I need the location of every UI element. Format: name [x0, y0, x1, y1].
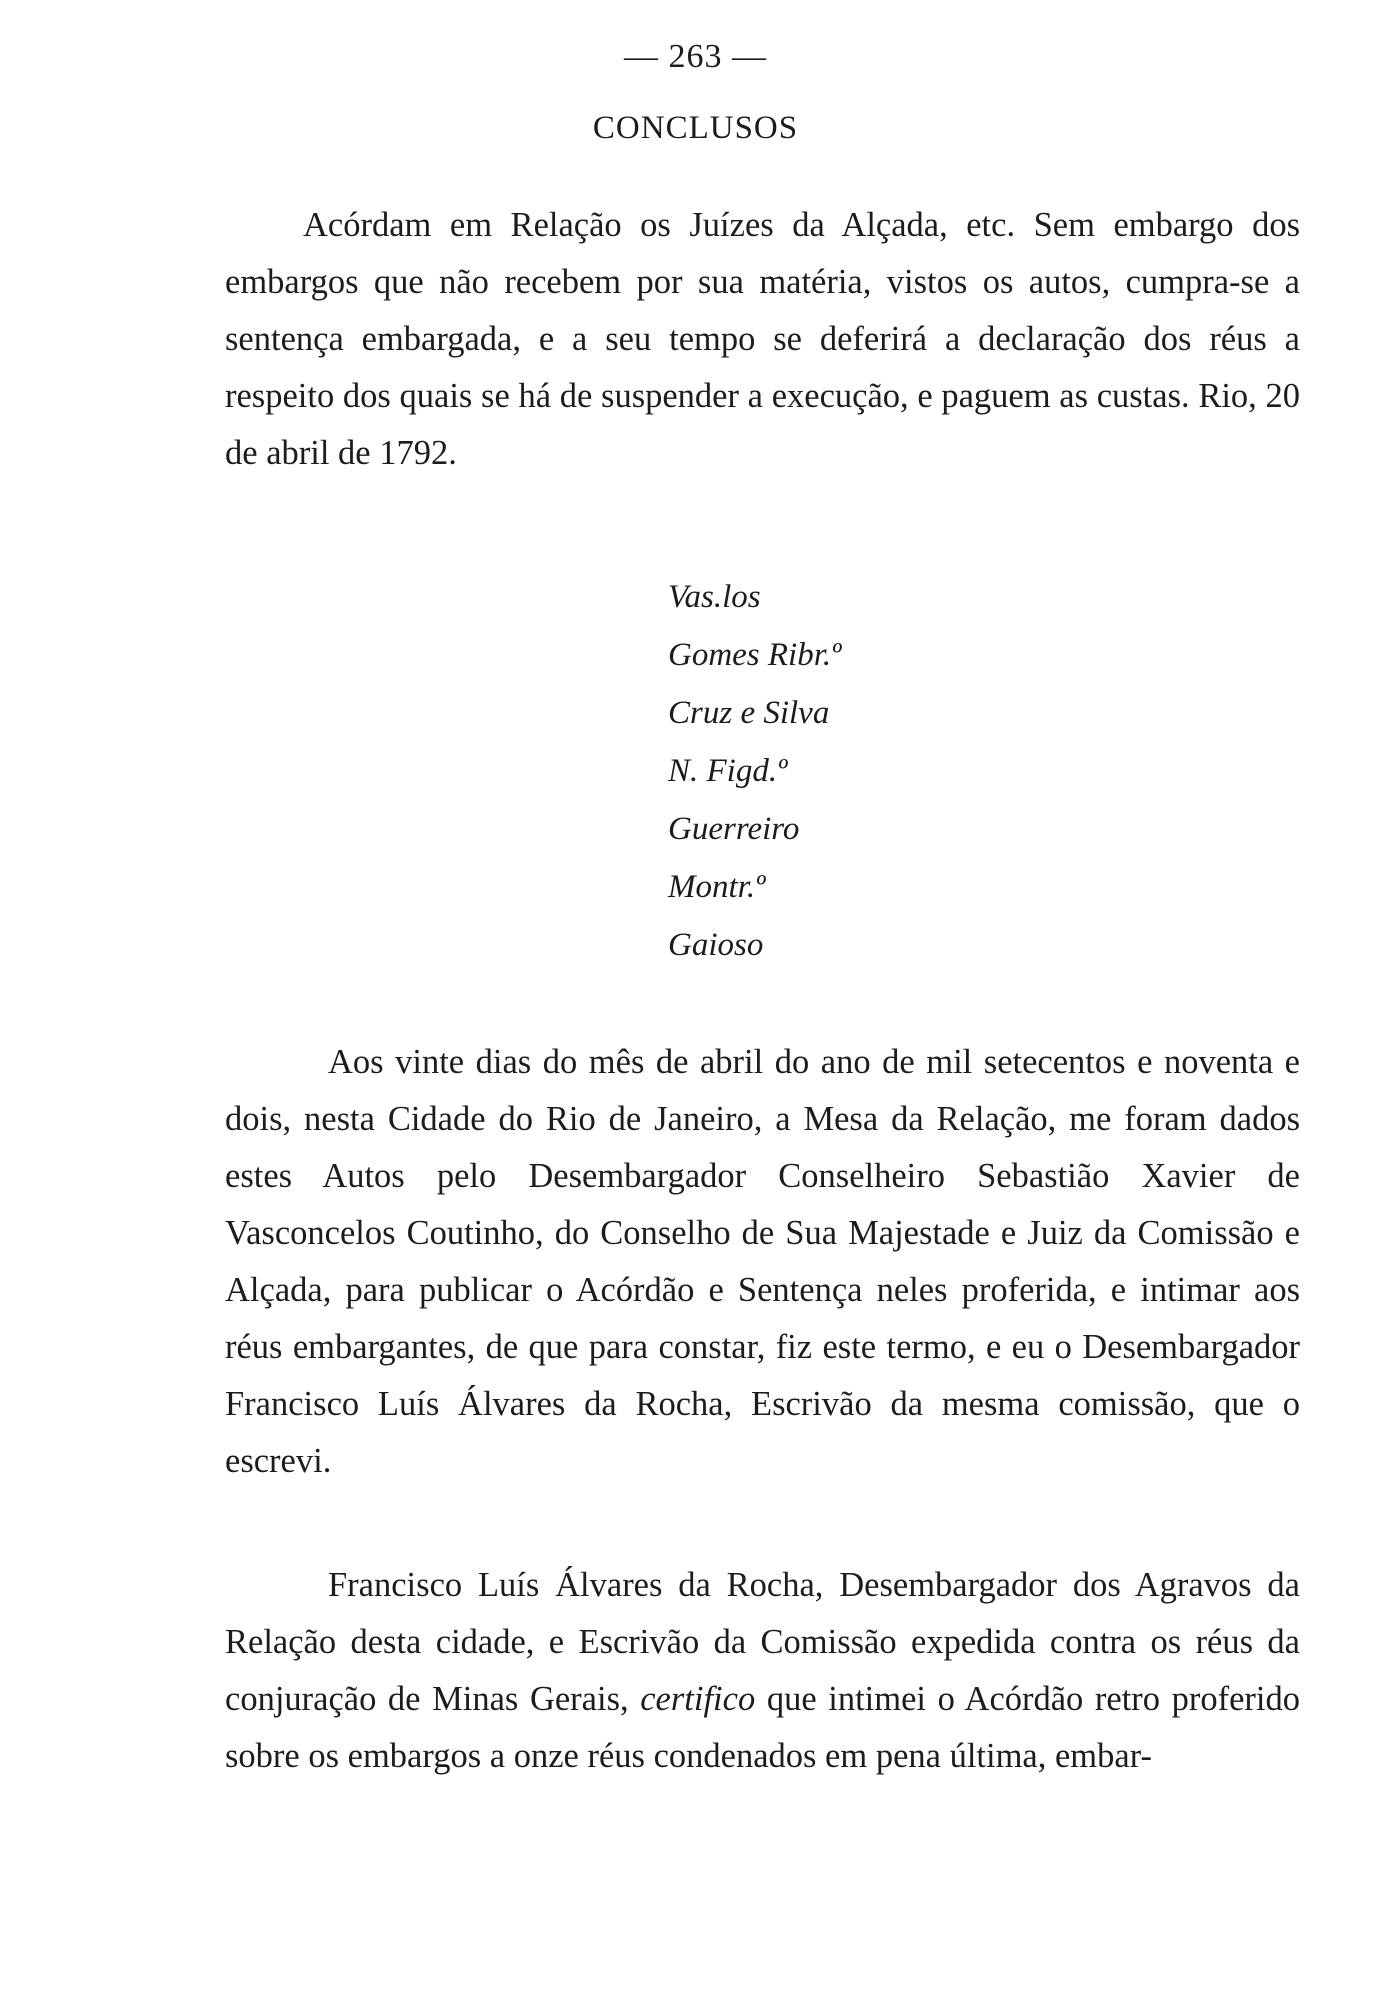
paragraph-termo — [225, 1034, 1300, 1490]
paragraph-certidao-text-start: Francisco Luís Álvares da Rocha, Desembargador dos Agravos da Relação desta cidade, e Escrivão da Comissão expedida contra os réus da conjuração de Minas Gerais, — [225, 1566, 1300, 1718]
page-number: — 263 — — [624, 38, 767, 75]
signature-line: Gomes Ribr.º — [668, 637, 842, 673]
paragraph-certidao-text-end: que intimei o Acórdão retro proferido sobre os embargos a onze réus condenados em pena última, embar- — [225, 1680, 1301, 1775]
signature-line: Guerreiro — [668, 811, 800, 847]
signature-line: N. Figd.º — [668, 753, 788, 789]
signature-line: Vas.los — [668, 579, 761, 615]
paragraph-termo-text: Aos vinte dias do mês de abril do ano de mil setecentos e noventa e dois, nesta Cidade do Rio de Janeiro, a Mesa da Relação, me foram dados estes Autos pelo Desembargador Conselheiro Sebastião Xavier de Vasconcelos Coutinho, do Conselho de Sua Majestade e Juiz da Comissão e Alçada, para publicar o Acórdão e Sentença neles proferida, e intimar aos réus embargantes, de que para constar, fiz este termo, e eu o Desembargador Francisco Luís Álvares da Rocha, Escrivão da mesma comissão, que o escrevi. — [225, 1043, 1300, 1480]
signature-list — [668, 568, 841, 974]
signature-line: Gaioso — [668, 927, 764, 963]
paragraph-acordao-text: Acórdam em Relação os Juízes da Alçada, etc. Sem embargo dos embargos que não recebem por sua matéria, vistos os autos, cumpra-se a sentença embargada, e a seu tempo se deferirá a declaração dos réus a respeito dos quais se há de suspender a execução, e paguem as custas. Rio, 20 de abril de 1792. — [225, 206, 1300, 472]
signature-line: Montr.º — [668, 869, 766, 905]
signature-line: Cruz e Silva — [668, 695, 830, 731]
paragraph-certidao-italic: certifico — [640, 1680, 756, 1718]
paragraph-acordao — [225, 197, 1300, 482]
section-title: CONCLUSOS — [592, 110, 799, 146]
paragraph-certidao — [225, 1557, 1300, 1785]
